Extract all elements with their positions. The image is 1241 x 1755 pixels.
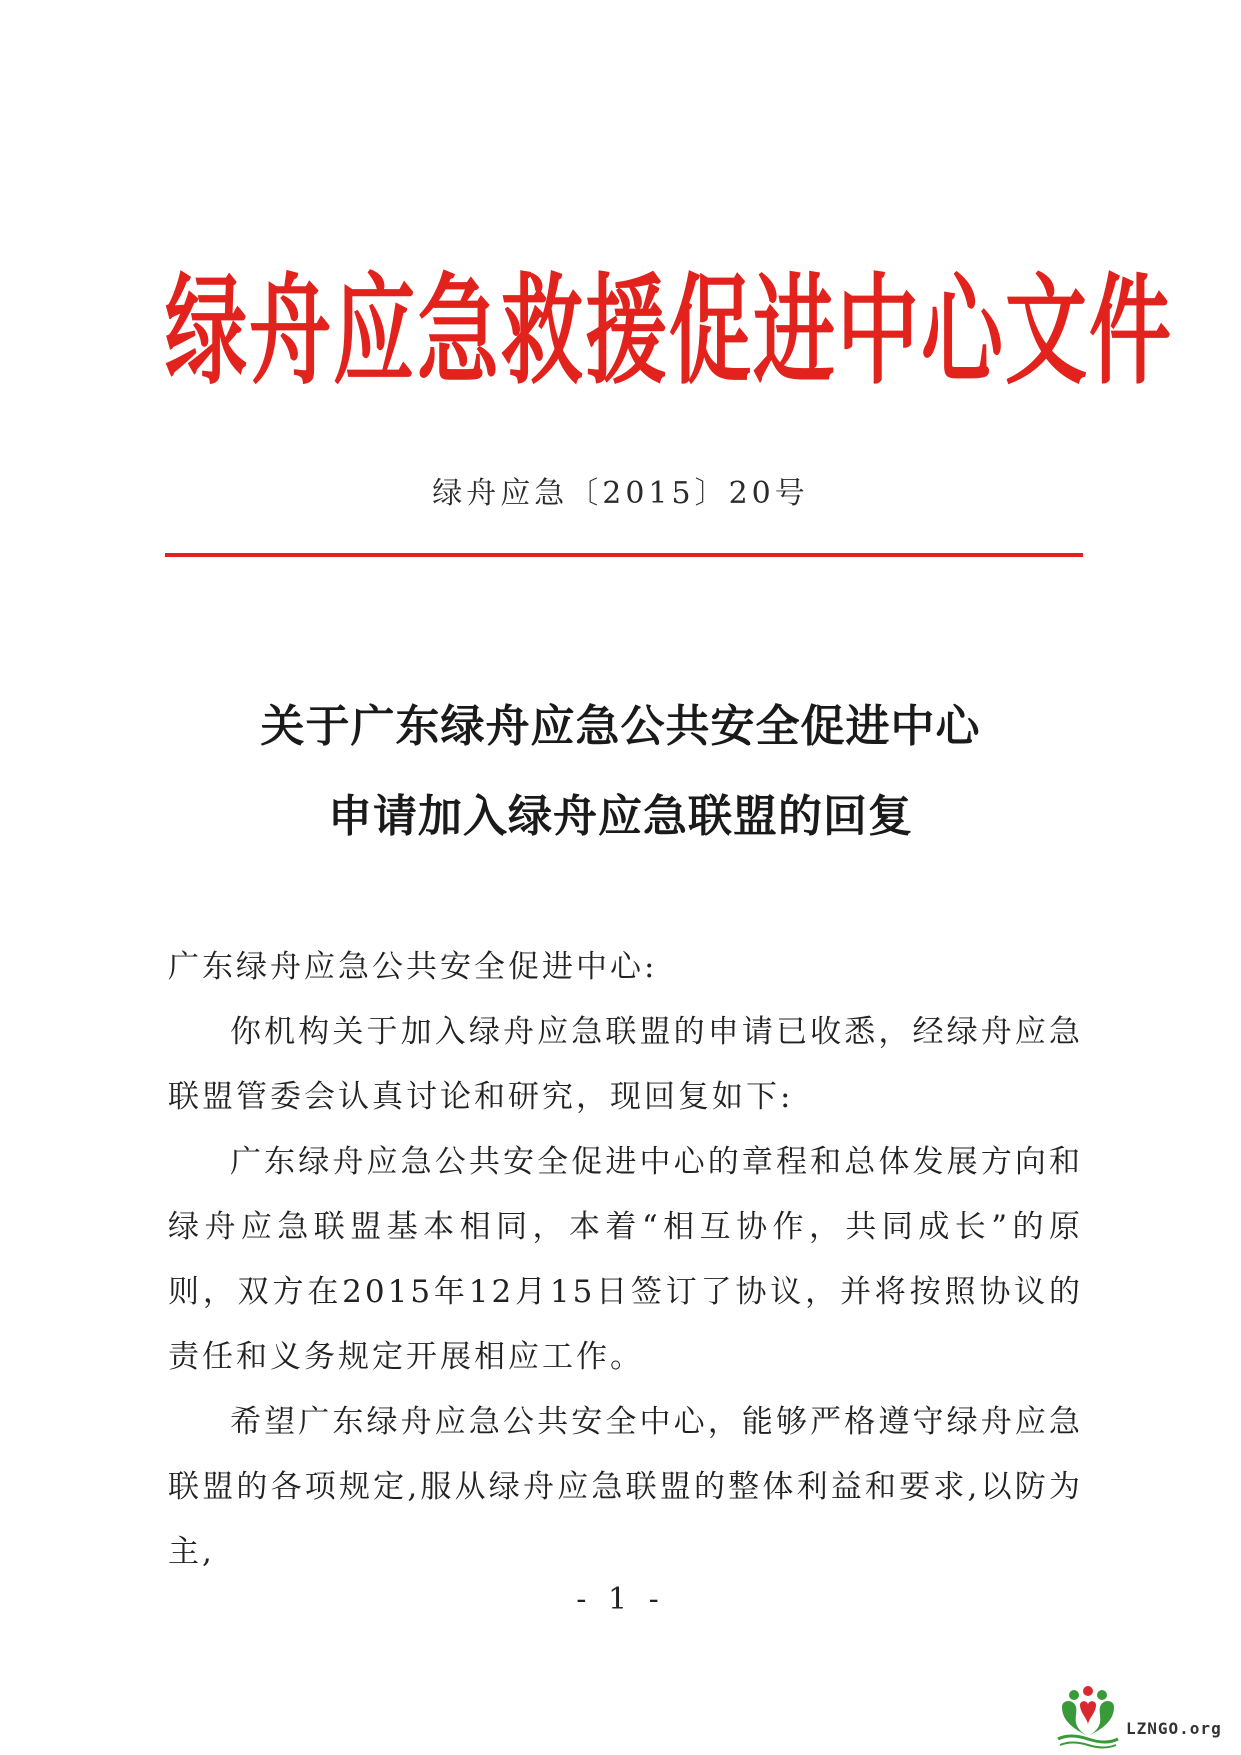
subject-title-line-2: 申请加入绿舟应急联盟的回复 xyxy=(328,791,913,842)
lzngo-logo-icon xyxy=(1052,1685,1124,1751)
page-number: - 1 - xyxy=(576,1582,665,1617)
body-paragraph: 广东绿舟应急公共安全促进中心的章程和总体发展方向和绿舟应急联盟基本相同，本着“相互协作，共同成长”的原则，双方在2015年12月15日签订了协议，并将按照协议的责任和义务规定开展相应工作。 xyxy=(168,1144,1083,1375)
salutation: 广东绿舟应急公共安全促进中心: xyxy=(168,949,658,985)
document-body xyxy=(168,935,1083,1585)
watermark-text: LZNGO.org xyxy=(1126,1719,1222,1738)
subject-title-line-1: 关于广东绿舟应急公共安全促进中心 xyxy=(260,701,981,752)
watermark xyxy=(1052,1685,1237,1751)
body-paragraph: 你机构关于加入绿舟应急联盟的申请已收悉，经绿舟应急联盟管委会认真讨论和研究，现回复如下: xyxy=(168,1014,1083,1115)
org-header-title: 绿舟应急救援促进中心文件 xyxy=(165,263,1174,402)
red-divider-line xyxy=(165,553,1083,557)
body-paragraph: 希望广东绿舟应急公共安全中心，能够严格遵守绿舟应急联盟的各项规定,服从绿舟应急联盟的整体利益和要求,以防为主, xyxy=(168,1404,1083,1570)
document-number: 绿舟应急〔2015〕20号 xyxy=(432,476,809,511)
